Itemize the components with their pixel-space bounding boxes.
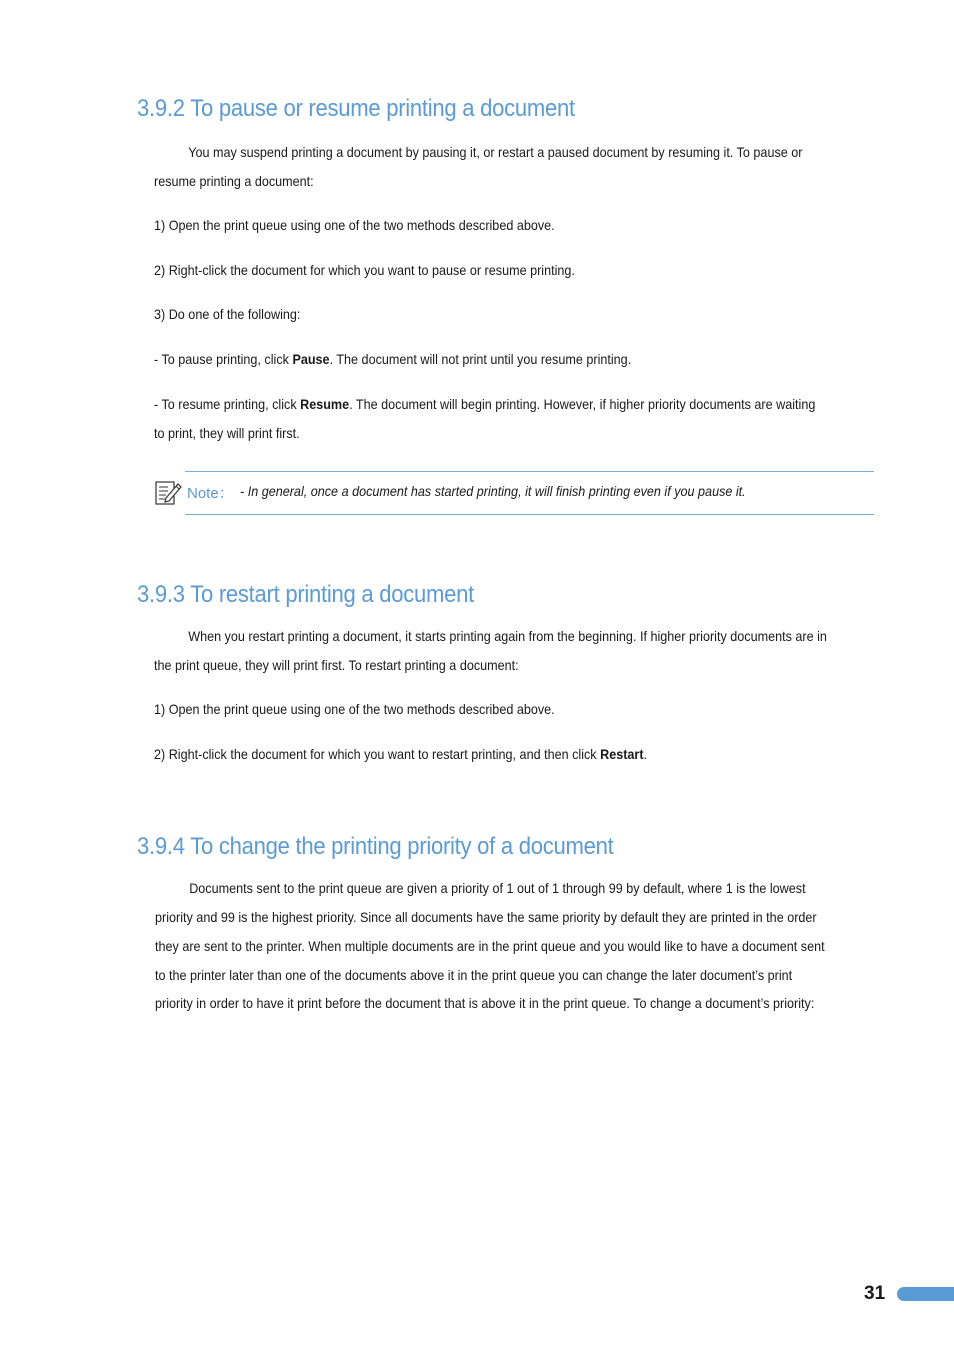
option-resume-continued: to print, they will print first. (154, 425, 300, 441)
paragraph-intro-line: resume printing a document: (154, 173, 314, 189)
step-text: 2) Right-click the document for which you want to restart printing, and then click (154, 746, 601, 762)
option-pause (154, 345, 631, 374)
page-number: 31 (864, 1283, 886, 1304)
note-text: - In general, once a document has started printing, it will finish printing even if you pause it. (240, 483, 746, 499)
option-text: . The document will not print until you resume printing. (329, 351, 632, 367)
step-text: . (643, 746, 648, 762)
step-item: 3) Do one of the following: (154, 306, 301, 322)
option-text: - To pause printing, click (154, 351, 293, 367)
paragraph-line: they are sent to the printer. When multiple documents are in the print queue and you would like to have a document sent (155, 938, 825, 954)
paragraph-intro-line: the print queue, they will print first. To restart printing a document: (154, 657, 519, 673)
resume-keyword: Resume (300, 396, 350, 412)
step-item: 1) Open the print queue using one of the two methods described above. (154, 701, 555, 717)
pause-keyword: Pause (292, 351, 330, 367)
option-text: - To resume printing, click (154, 396, 301, 412)
section-heading-3-9-3: 3.9.3 To restart printing a document (137, 581, 475, 608)
restart-keyword: Restart (600, 746, 644, 762)
paragraph-line: priority in order to have it print before the document that is above it in the print queue. To change a document’s priority: (155, 995, 815, 1011)
paragraph-intro-line: When you restart printing a document, it starts printing again from the beginning. If higher priority documents are in (188, 628, 827, 644)
note-label: Note： (187, 485, 234, 502)
paragraph-line: priority and 99 is the highest priority. Since all documents have the same priority by default they are printed in the order (155, 909, 817, 925)
paragraph-line: Documents sent to the print queue are given a priority of 1 out of 1 through 99 by default, where 1 is the lowest (189, 880, 806, 896)
step-item-restart (154, 740, 647, 769)
option-text: . The document will begin printing. However, if higher priority documents are waiting (349, 396, 816, 412)
section-heading-3-9-4: 3.9.4 To change the printing priority of a document (137, 833, 614, 860)
section-heading-3-9-2: 3.9.2 To pause or resume printing a document (137, 95, 575, 122)
note-top-rule (185, 471, 874, 472)
page-tab-decoration (897, 1287, 954, 1301)
note-bottom-rule (185, 514, 874, 515)
paragraph-line: to the printer later than one of the documents above it in the print queue you can change the later document’s print (155, 967, 793, 983)
step-item: 1) Open the print queue using one of the two methods described above. (154, 217, 555, 233)
option-resume (154, 390, 815, 419)
step-item: 2) Right-click the document for which you want to pause or resume printing. (154, 262, 575, 278)
paragraph-intro-line: You may suspend printing a document by pausing it, or restart a paused document by resuming it. To pause or (188, 144, 803, 160)
note-pencil-icon (154, 478, 182, 506)
